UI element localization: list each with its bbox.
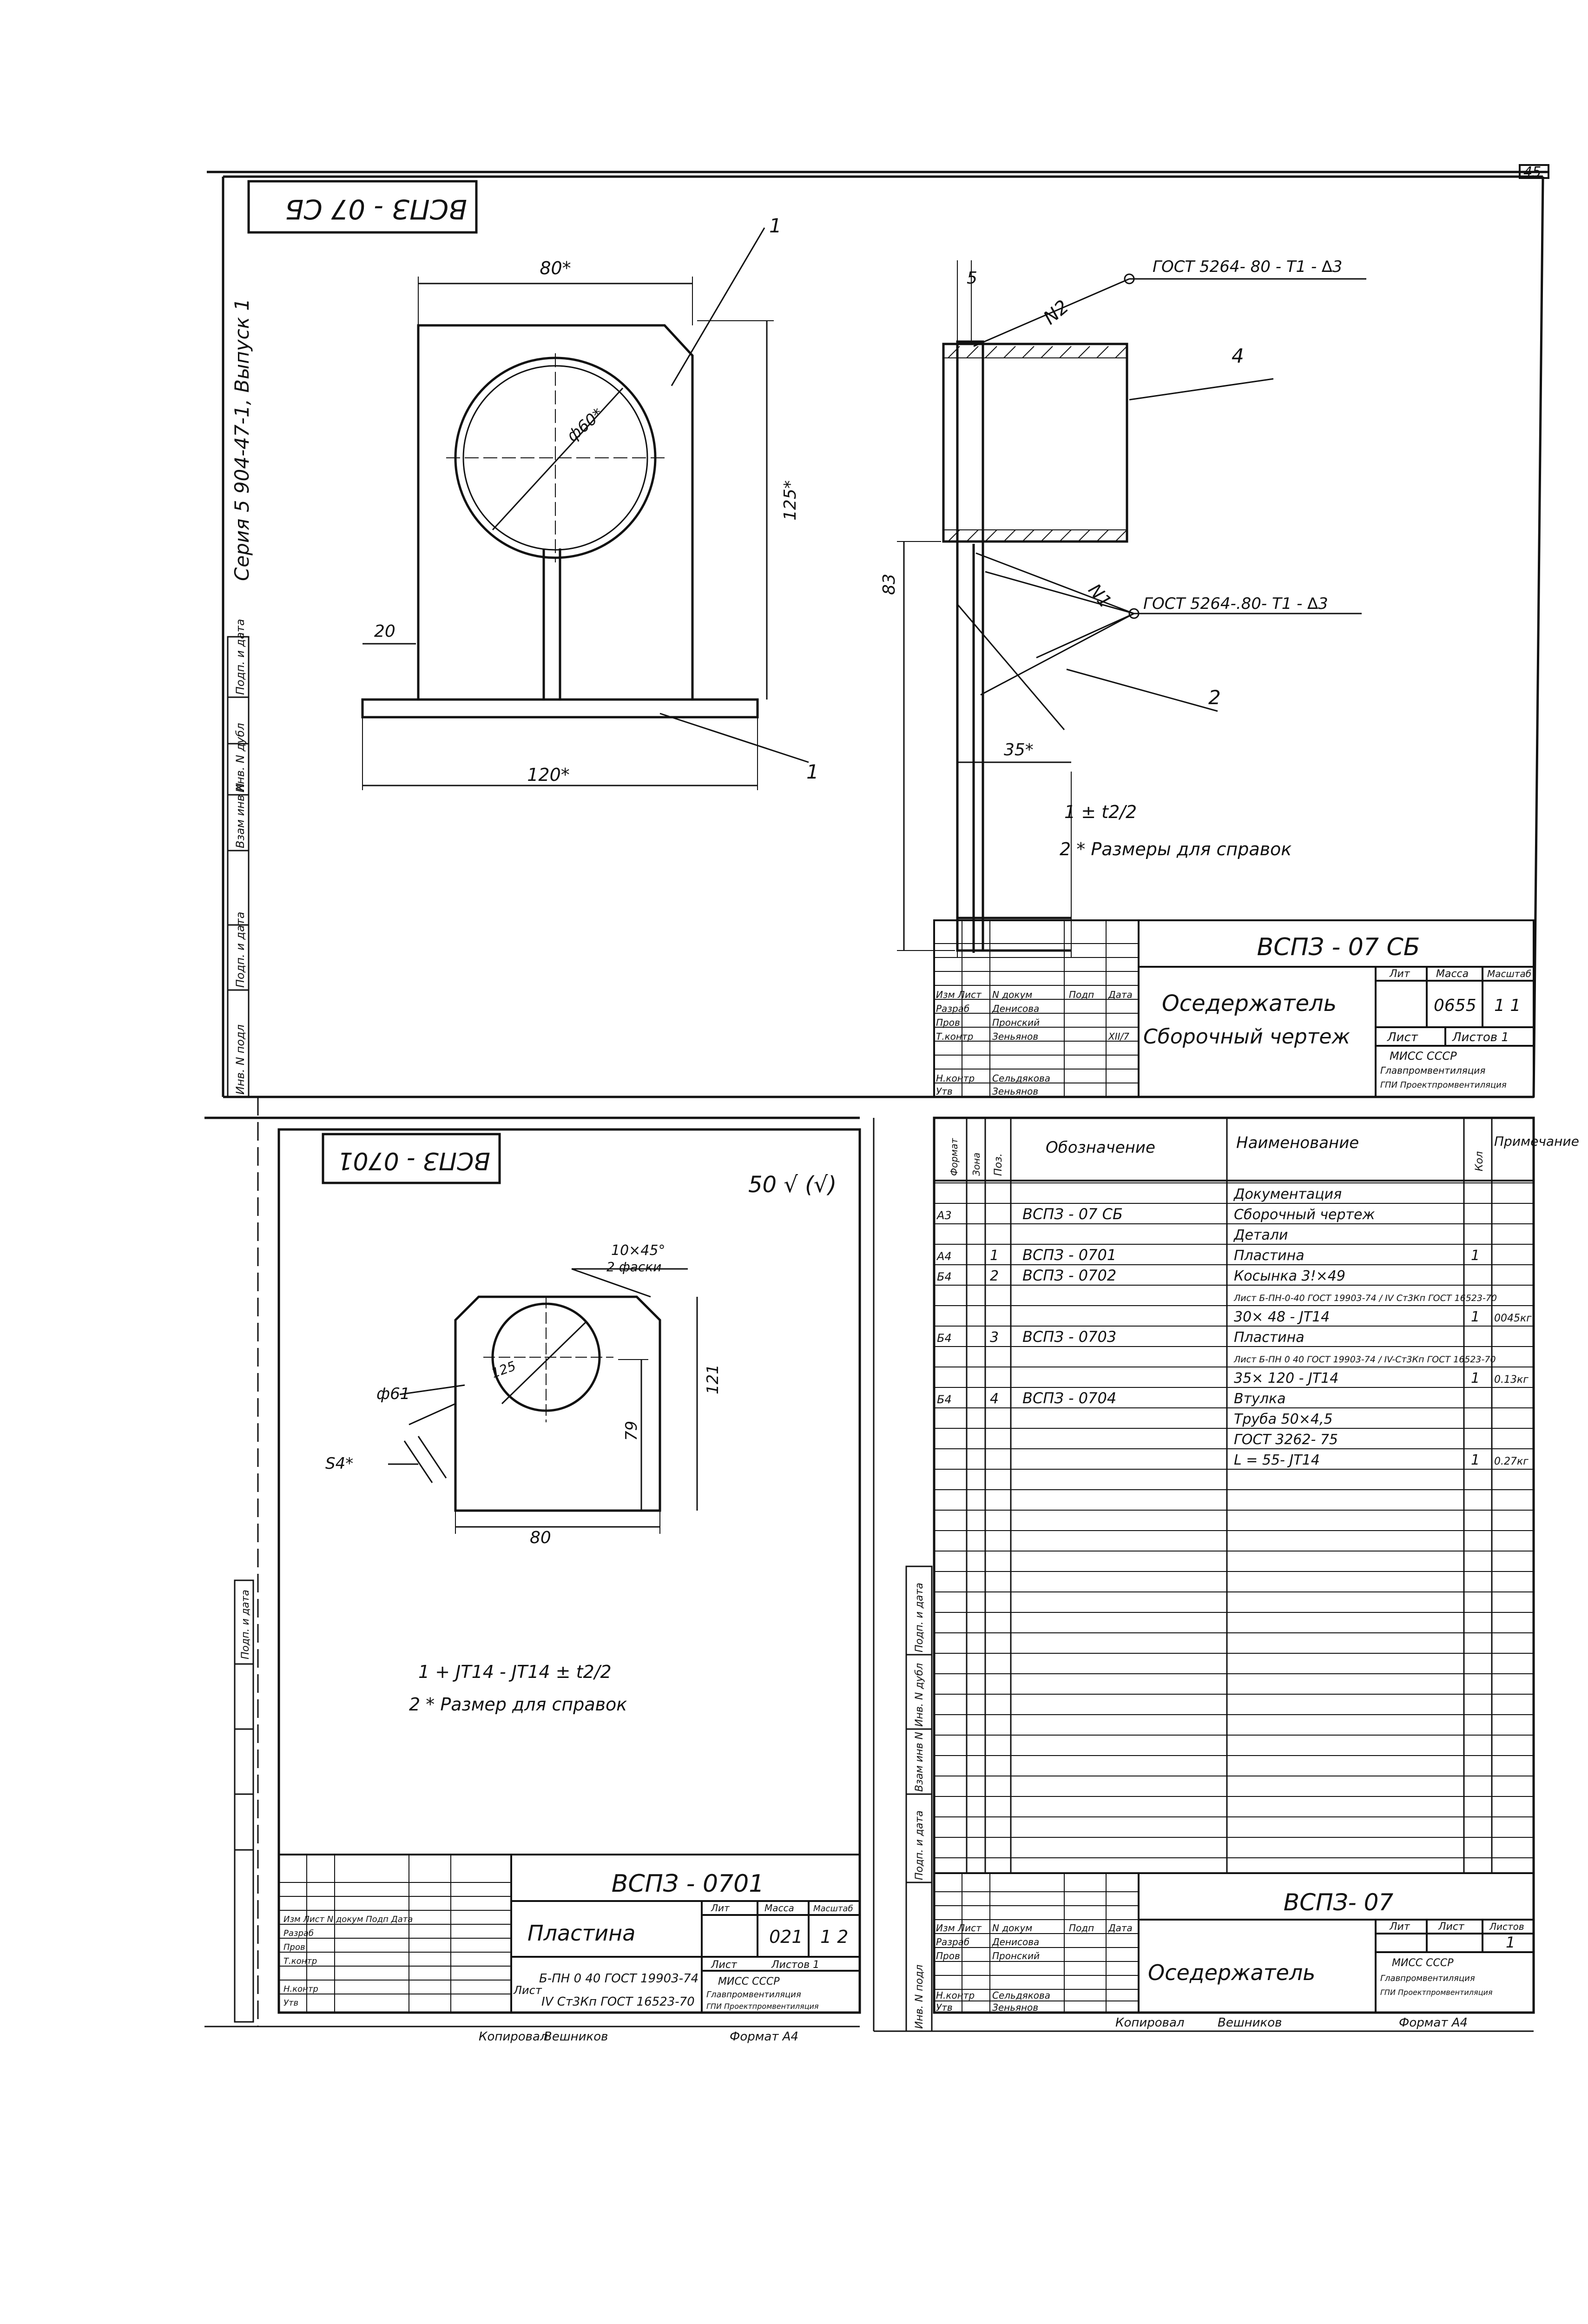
spec-cell-designation: ВСПЗ - 0703 <box>1022 1328 1117 1346</box>
dim-height: 125* <box>781 480 800 521</box>
assembly-tb-sheet: Лист <box>1387 1030 1418 1044</box>
spec-cell-qty: 1 <box>1471 1248 1480 1264</box>
part-tb-org-1: МИСС СССР <box>718 1976 780 1987</box>
spec-tb-title: Оседержатель <box>1148 1960 1316 1985</box>
part-tb-material-2: Лист <box>514 1984 542 1997</box>
side-stamp-1: Подп. и дата <box>234 619 247 695</box>
part-footer-format: Формат А4 <box>730 2030 799 2044</box>
spec-h-zone: Зона <box>971 1152 982 1176</box>
spec-cell-name: Косынка 3!×49 <box>1234 1268 1345 1284</box>
spec-footer-copied: Копировал <box>1115 2016 1185 2030</box>
svg-text:N докум: N докум <box>992 1922 1033 1934</box>
part-side-stamp: Подп. и дата <box>240 1590 251 1659</box>
spec-tb-lit: Лит <box>1390 1921 1410 1933</box>
side-stamp-3: Взам инв N <box>234 783 247 848</box>
part-chamfer-1: 10×45° <box>611 1242 666 1259</box>
side-stamp-5: Инв. N подл <box>234 1024 247 1095</box>
side-stamp-4: Подп. и дата <box>234 911 247 988</box>
part-tb-rows-header: Изм Лист N докум Подп Дата <box>283 1915 413 1924</box>
part-tb-row-prov: Пров <box>283 1942 305 1952</box>
svg-text:Подп: Подп <box>1069 1922 1094 1934</box>
svg-text:Н.контр: Н.контр <box>936 1990 975 2001</box>
svg-text:Т.контр: Т.контр <box>936 1031 974 1042</box>
part-dim-w: 80 <box>530 1528 551 1547</box>
spec-cell-name: Втулка <box>1234 1391 1286 1407</box>
part-tb-title: Пластина <box>527 1921 636 1946</box>
spec-side-stamp-4: Подп. и дата <box>914 1810 925 1880</box>
callout-4: 4 <box>1232 344 1244 367</box>
spec-h-pos: Поз. <box>993 1153 1004 1176</box>
callout-1-bottom: 1 <box>806 760 819 783</box>
svg-text:Разраб: Разраб <box>936 1003 970 1014</box>
spec-footer-copier: Вешников <box>1218 2016 1282 2030</box>
assembly-tb-scale: 1 1 <box>1494 996 1521 1015</box>
spec-cell-note: 0.13кг <box>1494 1374 1529 1386</box>
part-note-1: 1 + JT14 - JT14 ± t2/2 <box>418 1662 612 1682</box>
assembly-tb-lit: Лит <box>1390 968 1410 980</box>
spec-cell-designation: ВСПЗ - 0701 <box>1022 1246 1117 1264</box>
spec-cell-name: 30× 48 - JT14 <box>1234 1309 1330 1325</box>
spec-h-name: Наименование <box>1236 1134 1359 1152</box>
assembly-front-view <box>362 228 809 790</box>
assembly-tb-code: ВСПЗ - 07 СБ <box>1257 933 1420 961</box>
part-tb-mass-h: Масса <box>764 1902 794 1914</box>
part-tb-material-3: IV Ст3Кп ГОСТ 16523-70 <box>541 1995 695 2009</box>
assembly-tb-org-1: МИСС СССР <box>1390 1050 1457 1063</box>
spec-cell-name: Труба 50×4,5 <box>1234 1411 1333 1427</box>
assembly-tb-org-2: Главпромвентиляция <box>1380 1065 1486 1076</box>
spec-side-stamp-1: Подп. и дата <box>914 1583 925 1652</box>
spec-h-designation: Обозначение <box>1046 1138 1155 1157</box>
dim-top-width: 5 <box>967 269 977 288</box>
assembly-tb-org-3: ГПИ Проектпромвентиляция <box>1380 1080 1507 1090</box>
spec-tb-org-3: ГПИ Проектпромвентиляция <box>1380 1988 1493 1997</box>
svg-text:Утв: Утв <box>936 1086 953 1097</box>
part-dim-h: 121 <box>704 1364 722 1394</box>
part-tb-org-3: ГПИ Проектпромвентиляция <box>706 2002 819 2011</box>
svg-text:ВСПЗ - 07 СБ: ВСПЗ - 07 СБ <box>285 193 467 225</box>
svg-text:Пронский: Пронский <box>992 1017 1040 1028</box>
spec-cell-name: L = 55- JT14 <box>1234 1452 1320 1468</box>
spec-tb-sheets-h: Листов <box>1489 1921 1524 1932</box>
svg-text:Зеньянов: Зеньянов <box>992 2002 1039 2013</box>
assembly-tb-mass-h: Масса <box>1436 968 1469 980</box>
part-tb-row-razrab: Разраб <box>283 1928 314 1938</box>
spec-side-stamp-2: Инв. N дубл <box>914 1663 925 1727</box>
spec-tb-sheet-h: Лист <box>1438 1921 1464 1933</box>
spec-cell-name: Документация <box>1234 1186 1342 1202</box>
spec-cell-qty: 1 <box>1471 1452 1480 1468</box>
assembly-note-2: 2 * Размеры для справок <box>1060 839 1292 859</box>
weld-mid-num: N1 <box>1084 580 1116 612</box>
svg-text:Денисова: Денисова <box>992 1936 1040 1948</box>
spec-tb-rows <box>936 1922 1133 2013</box>
svg-text:XII/7: XII/7 <box>1108 1031 1129 1042</box>
spec-cell-name: Сборочный чертеж <box>1234 1207 1375 1223</box>
part-dim-s: S4* <box>325 1454 354 1473</box>
part-footer-copied: Копировал <box>479 2030 548 2044</box>
assembly-stamp <box>249 181 476 232</box>
svg-text:Денисова: Денисова <box>992 1003 1040 1014</box>
part-tb-lit: Лит <box>711 1902 730 1914</box>
spec-cell-format: Б4 <box>937 1270 952 1283</box>
part-tb-row-utv: Утв <box>283 1998 299 2008</box>
assembly-tb-rows <box>936 989 1133 1097</box>
part-tb-row-tkontr: Т.контр <box>283 1956 317 1966</box>
spec-side-stamp-5: Инв. N подл <box>914 1964 925 2029</box>
svg-text:Н.контр: Н.контр <box>936 1073 975 1084</box>
spec-cell-pos: 1 <box>990 1248 999 1264</box>
weld-mid-spec: ГОСТ 5264-.80- Т1 - ∆3 <box>1143 594 1328 613</box>
spec-tb-org-2: Главпромвентиляция <box>1380 1974 1475 1983</box>
spec-cell-format: Б4 <box>937 1332 952 1345</box>
part-chamfer-2: 2 фаски <box>606 1259 662 1274</box>
spec-cell-pos: 4 <box>990 1391 999 1407</box>
svg-text:Утв: Утв <box>936 2002 953 2013</box>
spec-cell-designation: ВСПЗ - 0704 <box>1022 1389 1117 1407</box>
svg-text:Сельдякова: Сельдякова <box>992 1073 1051 1084</box>
spec-tb-sheet: 1 <box>1506 1934 1516 1951</box>
svg-text:Изм Лист: Изм Лист <box>936 989 982 1000</box>
callout-2: 2 <box>1208 686 1221 709</box>
svg-text:Сельдякова: Сельдякова <box>992 1990 1051 2001</box>
spec-cell-name: Пластина <box>1234 1248 1305 1264</box>
spec-tb-code: ВСПЗ- 07 <box>1283 1889 1394 1916</box>
svg-text:Пронский: Пронский <box>992 1950 1040 1961</box>
spec-cell-designation: ВСПЗ - 0702 <box>1022 1267 1117 1284</box>
svg-text:N докум: N докум <box>992 989 1033 1000</box>
part-view <box>388 1269 697 1534</box>
dim-diameter: ф60* <box>563 404 607 446</box>
spec-cell-pos: 3 <box>990 1329 999 1346</box>
svg-text:Разраб: Разраб <box>936 1936 970 1948</box>
assembly-tb-subtitle: Сборочный чертеж <box>1143 1025 1351 1049</box>
svg-text:Подп: Подп <box>1069 989 1094 1000</box>
spec-cell-format: Б4 <box>937 1393 952 1406</box>
side-stamp-2: Инв. N дубл <box>234 723 247 792</box>
svg-text:Изм Лист: Изм Лист <box>936 1922 982 1934</box>
svg-text:Дата: Дата <box>1108 989 1133 1000</box>
part-tb-scale: 1 2 <box>820 1927 849 1947</box>
svg-text:Пров: Пров <box>936 1017 960 1028</box>
part-footer-copier: Вешников <box>544 2030 608 2044</box>
spec-cell-designation: ВСПЗ - 07 СБ <box>1022 1205 1123 1223</box>
spec-cell-name: Лист Б-ПН 0 40 ГОСТ 19903-74 / IV-Ст3Кп ГОСТ 16523-70 <box>1234 1354 1496 1365</box>
spec-cell-qty: 1 <box>1471 1309 1480 1325</box>
spec-cell-format: А4 <box>937 1250 952 1263</box>
svg-text:Пров: Пров <box>936 1950 960 1961</box>
series-label: Серия 5 904-47-1, Выпуск 1 <box>231 298 253 581</box>
assembly-tb-mass: 0655 <box>1434 996 1476 1015</box>
svg-text:Зеньянов: Зеньянов <box>992 1031 1039 1042</box>
part-tb-row-nkontr: Н.контр <box>283 1984 318 1994</box>
spec-table-rows <box>934 1183 1534 1858</box>
spec-cell-name: Детали <box>1234 1227 1288 1243</box>
spec-cell-qty: 1 <box>1471 1370 1480 1386</box>
dim-width: 80* <box>540 258 571 278</box>
assembly-tb-sheets: Листов 1 <box>1452 1030 1509 1044</box>
part-dim-r: 125 <box>489 1358 518 1381</box>
assembly-tb-scale-h: Масштаб <box>1487 968 1532 979</box>
spec-h-qty: Кол <box>1474 1151 1485 1171</box>
assembly-tb-title: Оседержатель <box>1162 990 1337 1017</box>
svg-text:Зеньянов: Зеньянов <box>992 1086 1039 1097</box>
weld-top-num: N2 <box>1039 296 1073 329</box>
spec-cell-pos: 2 <box>990 1268 999 1284</box>
dim-base-side: 20 <box>374 622 395 641</box>
assembly-note-1: 1 ± t2/2 <box>1064 802 1137 822</box>
weld-top-spec: ГОСТ 5264- 80 - Т1 - ∆3 <box>1153 257 1343 276</box>
part-tb-mass: 021 <box>769 1927 803 1947</box>
part-dim-c: 79 <box>622 1420 641 1441</box>
spec-cell-note: 0045кг <box>1494 1313 1532 1324</box>
spec-cell-name: Лист Б-ПН-0-40 ГОСТ 19903-74 / IV Ст3Кп ГОСТ 16523-70 <box>1234 1293 1497 1303</box>
part-dim-d: ф61 <box>376 1385 410 1403</box>
part-tb-org-2: Главпромвентиляция <box>706 1990 801 2000</box>
dim-base-len: 120* <box>527 765 570 785</box>
spec-footer-format: Формат А4 <box>1399 2016 1468 2030</box>
part-note-2: 2 * Размер для справок <box>409 1694 627 1715</box>
spec-frame <box>874 1118 1534 2031</box>
spec-cell-name: Пластина <box>1234 1329 1305 1346</box>
spec-side-stamp-3: Взам инв N <box>914 1732 925 1792</box>
part-roughness: 50 √ (√) <box>748 1172 837 1198</box>
spec-cell-note: 0.27кг <box>1494 1456 1529 1467</box>
spec-tb-org-1: МИСС СССР <box>1392 1957 1454 1969</box>
part-tb-scale-h: Масштаб <box>813 1904 853 1914</box>
spec-h-note: Примечание <box>1494 1134 1579 1149</box>
page-number: 45 <box>1523 164 1542 180</box>
dim-side-height: 83 <box>880 574 899 595</box>
part-tb-code: ВСПЗ - 0701 <box>611 1870 764 1898</box>
spec-table-grid <box>967 1118 1492 1873</box>
callout-1-top: 1 <box>769 214 782 237</box>
part-tb-sheet: Лист <box>711 1959 737 1971</box>
spec-cell-name: 35× 120 - JT14 <box>1234 1370 1339 1386</box>
spec-cell-name: ГОСТ 3262- 75 <box>1234 1432 1338 1448</box>
part-tb-material-1: Б-ПН 0 40 ГОСТ 19903-74 <box>539 1972 699 1986</box>
spec-cell-format: А3 <box>937 1209 952 1222</box>
svg-text:Дата: Дата <box>1108 1922 1133 1934</box>
dim-side-width: 35* <box>1004 740 1034 759</box>
spec-h-format: Формат <box>949 1138 960 1176</box>
part-stamp: ВСПЗ - 0701 <box>337 1147 490 1175</box>
part-tb-sheets: Листов 1 <box>771 1959 820 1971</box>
